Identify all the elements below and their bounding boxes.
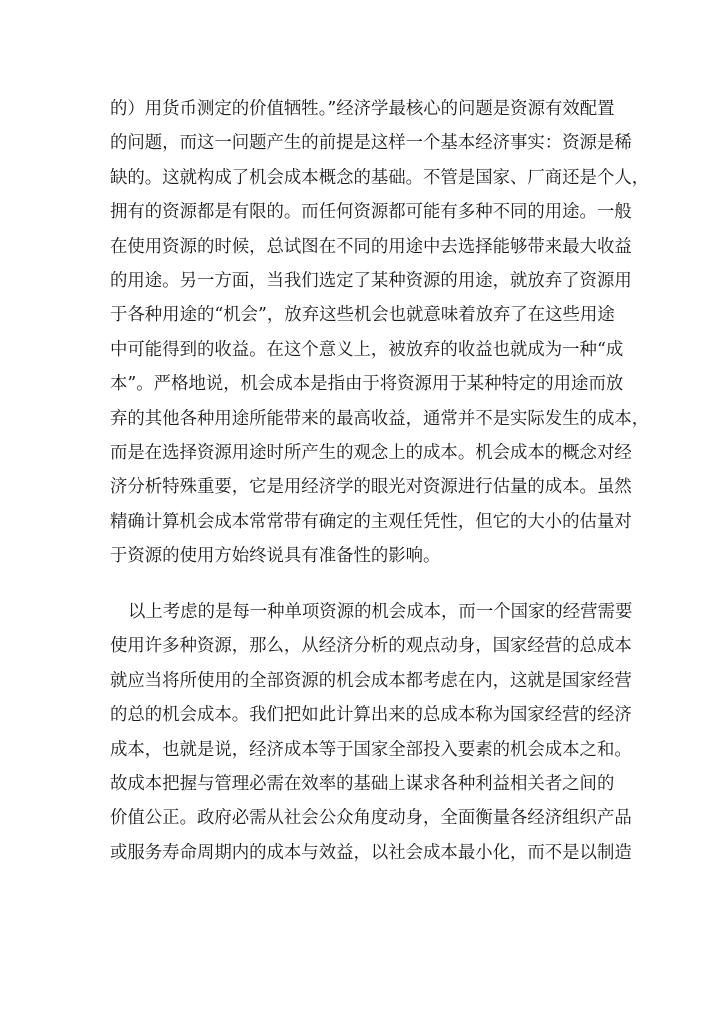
text-line: 的总的机会成本。我们把如此计算出来的总成本称为国家经营的经济 [110,705,632,726]
text-line: 的）用货币测定的价值牺牲。”经济学最核心的问题是资源有效配置 [110,99,615,119]
text-line: 弃的其他各种用途所能带来的最高收益，通常并不是实际发生的成本， [110,408,650,429]
text-line-first: 以上考虑的是每一种单项资源的机会成本，而一个国家的经营需要 [128,602,633,622]
text-line: 济分析特殊重要，它是用经济学的眼光对资源进行估量的成本。虽然 [110,477,632,498]
text-line: 在使用资源的时候，总试图在不同的用途中去选择能够带来最大收益 [110,236,632,257]
text-line: 缺的。这就构成了机会成本概念的基础。不管是国家、厂商还是个人， [110,167,650,188]
text-line: 本”。严格地说，机会成本是指由于将资源用于某种特定的用途而放 [110,374,624,395]
text-line: 使用许多种资源，那么，从经济分析的观点动身，国家经营的总成本 [110,636,632,657]
paragraph-1 [110,92,650,573]
text-line: 的用途。另一方面，当我们选定了某种资源的用途，就放弃了资源用 [110,270,632,291]
text-line: 就应当将所使用的全部资源的机会成本都考虑在内，这就是国家经营 [110,670,632,691]
text-line: 而是在选择资源用途时所产生的观念上的成本。机会成本的概念对经 [110,442,632,463]
text-line: 拥有的资源都是有限的。而任何资源都可能有多种不同的用途。一般 [110,202,632,223]
text-line: 于各种用途的“机会”，放弃这些机会也就意味着放弃了在这些用途 [110,305,615,326]
text-line: 的问题，而这一问题产生的前提是这样一个基本经济事实：资源是稀 [110,133,632,154]
text-line: 或服务寿命周期内的成本与效益，以社会成本最小化，而不是以制造 [110,842,632,863]
text-line: 精确计算机会成本常常带有确定的主观任凭性，但它的大小的估量对 [110,511,632,532]
text-line: 中可能得到的收益。在这个意义上，被放弃的收益也就成为一种“成 [110,339,624,360]
text-line: 价值公正。政府必需从社会公众角度动身，全面衡量各经济组织产品 [110,808,632,829]
text-line: 故成本把握与管理必需在效率的基础上谋求各种利益相关者之间的 [110,773,615,794]
text-line: 成本，也就是说，经济成本等于国家全部投入要素的机会成本之和。 [110,739,632,760]
paragraph-2 [110,595,633,870]
text-line-last: 于资源的使用方始终说具有准备性的影响。 [110,546,441,567]
